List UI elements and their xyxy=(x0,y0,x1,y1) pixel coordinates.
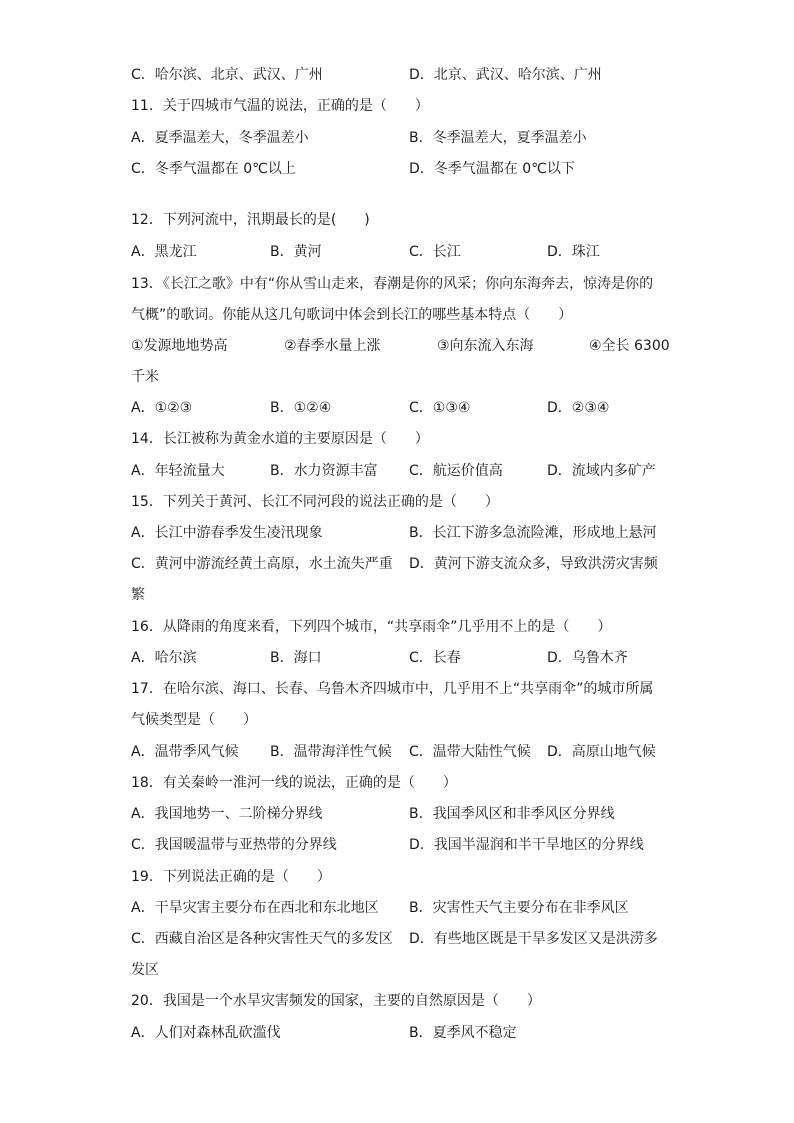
q19-options-cd xyxy=(131,927,671,951)
q13-item-2: ②春季水量上涨 xyxy=(284,338,381,354)
q13-items xyxy=(131,334,671,358)
q17-option-c: C．温带大陆性气候 xyxy=(409,744,531,760)
q11-option-c: C．冬季气温都在 0℃以上 xyxy=(131,161,296,177)
q15-options-cd xyxy=(131,552,671,576)
q10-option-d: D．北京、武汉、哈尔滨、广州 xyxy=(409,67,602,83)
q19-options-ab xyxy=(131,896,671,920)
q18-option-b: B．我国季风区和非季风区分界线 xyxy=(409,806,615,822)
q14-options xyxy=(131,459,671,483)
q12-option-c: C．长江 xyxy=(409,244,461,260)
q18-option-a: A．我国地势一、二阶梯分界线 xyxy=(131,806,323,822)
q13-option-b: B．①②④ xyxy=(270,400,332,416)
q12-stem: 12．下列河流中，汛期最长的是( ) xyxy=(131,212,370,228)
q15-option-d-continued: 繁 xyxy=(131,587,145,603)
q15-option-c: C．黄河中游流经黄土高原，水土流失严重 xyxy=(131,556,393,572)
q19-stem: 19．下列说法正确的是（ ） xyxy=(131,869,331,885)
q14-option-d: D．流域内多矿产 xyxy=(547,463,656,479)
q16-options xyxy=(131,646,671,670)
q13-options xyxy=(131,396,671,420)
q20-option-b: B．夏季风不稳定 xyxy=(409,1025,517,1041)
q15-option-a: A．长江中游春季发生凌汛现象 xyxy=(131,525,323,541)
q18-options-cd xyxy=(131,833,671,857)
q16-stem: 16．从降雨的角度来看，下列四个城市，“共享雨伞”几乎用不上的是（ ） xyxy=(131,619,612,635)
q17-options xyxy=(131,740,671,764)
q14-option-b: B．水力资源丰富 xyxy=(270,463,378,479)
q19-option-b: B．灾害性天气主要分布在非季风区 xyxy=(409,900,629,916)
q20-stem: 20．我国是一个水旱灾害频发的国家，主要的自然原因是（ ） xyxy=(131,993,541,1009)
q11-option-a: A．夏季温差大，冬季温差小 xyxy=(131,130,309,146)
q20-option-a: A．人们对森林乱砍滥伐 xyxy=(131,1025,281,1041)
q14-stem: 14．长江被称为黄金水道的主要原因是（ ） xyxy=(131,431,429,447)
q17-stem-line-1: 17．在哈尔滨、海口、长春、乌鲁木齐四城市中，几乎用不上“共享雨伞”的城市所属 xyxy=(131,681,654,697)
q14-option-a: A．年轻流量大 xyxy=(131,463,225,479)
q14-option-c: C．航运价值高 xyxy=(409,463,503,479)
q12-option-d: D．珠江 xyxy=(547,244,600,260)
q13-option-c: C．①③④ xyxy=(409,400,471,416)
q18-option-d: D．我国半湿润和半干旱地区的分界线 xyxy=(409,837,644,853)
q15-options-ab xyxy=(131,521,671,545)
q10-option-c: C．哈尔滨、北京、武汉、广州 xyxy=(131,67,323,83)
q12-option-a: A．黑龙江 xyxy=(131,244,197,260)
q18-stem: 18．有关秦岭一淮河一线的说法，正确的是（ ） xyxy=(131,775,457,791)
q11-option-b: B．冬季温差大，夏季温差小 xyxy=(409,130,587,146)
q15-option-d: D．黄河下游支流众多，导致洪涝灾害频 xyxy=(409,556,658,572)
q17-option-b: B．温带海洋性气候 xyxy=(270,744,392,760)
q12-option-b: B．黄河 xyxy=(270,244,322,260)
q11-options-ab xyxy=(131,126,671,150)
q13-item-3: ③向东流入东海 xyxy=(437,338,534,354)
q17-stem-line-2: 气候类型是（ ） xyxy=(131,712,257,728)
q13-stem-line-2: 气概”的歌词。你能从这几句歌词中体会到长江的哪些基本特点（ ） xyxy=(131,307,573,323)
q19-option-d: D．有些地区既是干旱多发区又是洪涝多 xyxy=(409,931,658,947)
q16-option-c: C．长春 xyxy=(409,650,461,666)
q17-option-a: A．温带季风气候 xyxy=(131,744,239,760)
q13-option-d: D．②③④ xyxy=(547,400,610,416)
q13-item-4: ④全长 6300 xyxy=(589,338,670,354)
q13-option-a: A．①②③ xyxy=(131,400,193,416)
q16-option-b: B．海口 xyxy=(270,650,322,666)
q13-stem-line-1: 13．《长江之歌》中有“你从雪山走来，春潮是你的风采；你向东海奔去，惊涛是你的 xyxy=(131,276,654,292)
q18-options-ab xyxy=(131,802,671,826)
q17-option-d: D．高原山地气候 xyxy=(547,744,656,760)
q19-option-d-continued: 发区 xyxy=(131,962,159,978)
q16-option-a: A．哈尔滨 xyxy=(131,650,197,666)
q11-option-d: D．冬季气温都在 0℃以下 xyxy=(409,161,575,177)
q12-options xyxy=(131,240,671,264)
q11-options-cd xyxy=(131,157,671,181)
q15-option-b: B．长江下游多急流险滩，形成地上悬河 xyxy=(409,525,657,541)
q15-stem: 15．下列关于黄河、长江不同河段的说法正确的是（ ） xyxy=(131,494,499,510)
q13-item-1: ①发源地地势高 xyxy=(131,338,228,354)
q16-option-d: D．乌鲁木齐 xyxy=(547,650,628,666)
q19-option-a: A．干旱灾害主要分布在西北和东北地区 xyxy=(131,900,379,916)
q20-options-ab xyxy=(131,1021,671,1045)
q13-item-4-continued: 千米 xyxy=(131,369,159,385)
q10-options-cd xyxy=(131,63,671,87)
q18-option-c: C．我国暖温带与亚热带的分界线 xyxy=(131,837,337,853)
q19-option-c: C．西藏自治区是各种灾害性天气的多发区 xyxy=(131,931,393,947)
q11-stem: 11．关于四城市气温的说法，正确的是（ ） xyxy=(131,98,429,114)
